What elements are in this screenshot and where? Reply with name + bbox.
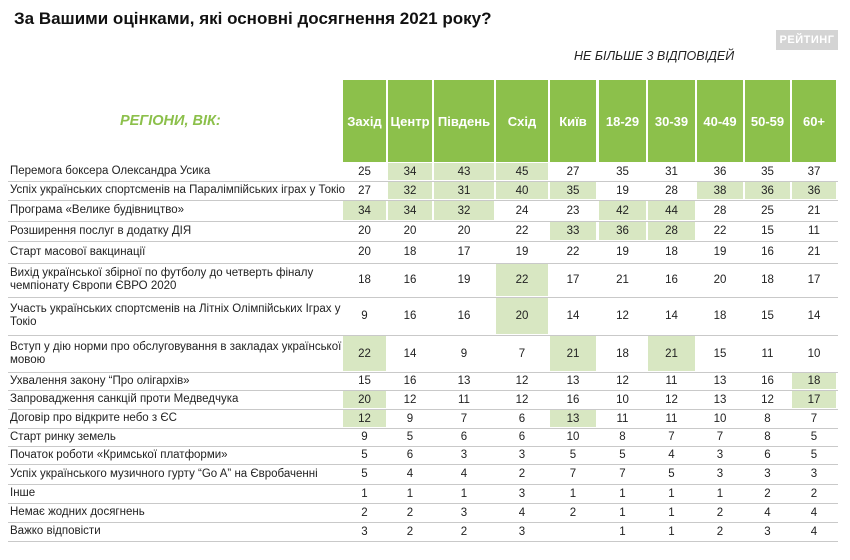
table-cell: 12 bbox=[665, 393, 678, 406]
table-cell: 4 bbox=[518, 506, 526, 519]
table-row bbox=[8, 200, 838, 222]
table-cell: 2 bbox=[810, 487, 818, 500]
table-cell: 23 bbox=[566, 204, 580, 217]
table-cell: 21 bbox=[648, 336, 695, 371]
table-row bbox=[8, 484, 838, 504]
table-cell: 14 bbox=[665, 310, 678, 322]
table-cell: 17 bbox=[457, 246, 471, 258]
table-cell: 12 bbox=[343, 410, 386, 427]
table-cell: 24 bbox=[515, 204, 529, 217]
row-label-line: мовою bbox=[10, 353, 46, 366]
table-cell: 20 bbox=[358, 246, 371, 258]
table-cell: 35 bbox=[616, 165, 629, 178]
row-label-line: Розширення послуг в додатку ДІЯ bbox=[10, 224, 192, 237]
table-cell: 16 bbox=[566, 393, 580, 406]
row-label-line: Інше bbox=[10, 487, 36, 499]
table-cell: 17 bbox=[807, 274, 821, 286]
table-cell: 5 bbox=[668, 468, 675, 480]
table-cell: 22 bbox=[713, 225, 727, 237]
table-cell: 6 bbox=[518, 431, 526, 443]
table-cell: 5 bbox=[406, 431, 414, 443]
table-cell: 21 bbox=[807, 204, 821, 217]
table-cell: 1 bbox=[668, 487, 675, 500]
table-cell: 28 bbox=[713, 204, 727, 217]
row-label-line: Запровадження санкцій проти Медведчука bbox=[10, 393, 239, 405]
table-cell: 4 bbox=[406, 468, 414, 480]
table-cell: 10 bbox=[566, 431, 580, 443]
table-cell: 6 bbox=[406, 449, 414, 461]
table-cell: 25 bbox=[761, 204, 774, 217]
table-cell: 18 bbox=[713, 310, 727, 322]
table-cell: 22 bbox=[496, 264, 548, 296]
table-row bbox=[8, 446, 838, 465]
table-cell: 10 bbox=[713, 412, 727, 425]
table-cell: 4 bbox=[460, 468, 468, 480]
table-cell: 35 bbox=[761, 165, 774, 178]
table-cell: 5 bbox=[619, 449, 626, 461]
table-cell: 20 bbox=[403, 225, 417, 237]
table-cell: 40 bbox=[496, 182, 548, 199]
table-cell: 12 bbox=[616, 310, 629, 322]
table-cell: 45 bbox=[496, 163, 548, 180]
table-cell: 19 bbox=[616, 184, 629, 197]
table-row bbox=[8, 241, 838, 264]
table-cell: 4 bbox=[810, 525, 818, 538]
answer-limit-note: НЕ БІЛЬШЕ 3 ВІДПОВІДЕЙ bbox=[574, 49, 735, 63]
table-cell: 7 bbox=[810, 412, 818, 425]
table-cell: 13 bbox=[713, 393, 727, 406]
table-cell: 11 bbox=[616, 412, 629, 425]
table-cell: 14 bbox=[566, 310, 580, 322]
table-row bbox=[8, 335, 838, 373]
table-cell: 20 bbox=[343, 391, 386, 408]
table-cell: 34 bbox=[388, 201, 432, 220]
table-cell: 32 bbox=[388, 182, 432, 199]
table-cell: 3 bbox=[460, 506, 468, 519]
table-row bbox=[8, 503, 838, 523]
table-cell: 3 bbox=[460, 449, 468, 461]
table-cell: 11 bbox=[665, 375, 678, 387]
table-cell: 7 bbox=[619, 468, 626, 480]
table-cell: 27 bbox=[566, 165, 580, 178]
row-label-line: Договір про відкрите небо з ЄС bbox=[10, 412, 177, 424]
column-header: Південь bbox=[434, 80, 494, 162]
table-cell: 17 bbox=[792, 391, 836, 408]
table-cell: 5 bbox=[569, 449, 577, 461]
table-cell: 1 bbox=[619, 487, 626, 500]
table-cell: 25 bbox=[358, 165, 371, 178]
row-label-line: Програма «Велике будівництво» bbox=[10, 204, 184, 216]
row-label-line: Старт ринку земель bbox=[10, 430, 116, 443]
table-cell: 15 bbox=[713, 347, 727, 360]
rating-logo: РЕЙТИНГ bbox=[776, 30, 838, 50]
table-cell: 1 bbox=[460, 487, 468, 500]
table-cell: 6 bbox=[460, 431, 468, 443]
row-label-line: Початок роботи «Кримської платформи» bbox=[10, 448, 228, 461]
table-cell: 18 bbox=[761, 274, 774, 286]
row-label-line: Вступ у дію норми про обслуговування в закладах української bbox=[10, 340, 342, 353]
table-cell: 16 bbox=[403, 310, 417, 322]
table-cell: 27 bbox=[358, 184, 371, 197]
row-label bbox=[10, 246, 145, 259]
table-cell: 43 bbox=[434, 163, 494, 180]
table-cell: 11 bbox=[665, 412, 678, 425]
table-cell: 42 bbox=[599, 201, 646, 220]
table-cell: 20 bbox=[496, 298, 548, 334]
table-cell: 13 bbox=[457, 375, 471, 387]
table-cell: 38 bbox=[697, 182, 743, 199]
row-label bbox=[10, 487, 35, 500]
column-header: 18-29 bbox=[599, 80, 646, 162]
row-label-line: Немає жодних досягнень bbox=[10, 506, 145, 518]
table-cell: 14 bbox=[807, 310, 821, 322]
table-cell: 1 bbox=[619, 525, 626, 538]
table-cell: 4 bbox=[668, 449, 675, 461]
table-cell: 1 bbox=[716, 487, 724, 500]
table-cell: 19 bbox=[515, 246, 529, 258]
table-cell: 36 bbox=[599, 222, 646, 240]
table-row bbox=[8, 390, 838, 410]
table-cell: 36 bbox=[713, 165, 727, 178]
table-cell: 2 bbox=[406, 525, 414, 538]
table-cell: 21 bbox=[616, 274, 629, 286]
table-row bbox=[8, 162, 838, 182]
table-cell: 3 bbox=[716, 449, 724, 461]
column-header: Київ bbox=[550, 80, 596, 162]
table-row bbox=[8, 297, 838, 336]
table-cell: 1 bbox=[406, 487, 414, 500]
table-cell: 15 bbox=[761, 310, 774, 322]
table-cell: 9 bbox=[361, 431, 368, 443]
table-cell: 3 bbox=[716, 468, 724, 480]
table-cell: 13 bbox=[550, 410, 596, 427]
row-label-line: Участь українських спортсменів на Літніх Олімпійських Іграх у bbox=[10, 303, 341, 315]
table-cell: 2 bbox=[716, 525, 724, 538]
table-row bbox=[8, 464, 838, 485]
column-header: Схід bbox=[496, 80, 548, 162]
table-cell: 33 bbox=[550, 222, 596, 240]
table-cell: 3 bbox=[518, 449, 526, 461]
row-label-line: Успіх українських спортсменів на Паралімпійських іграх у Токіо bbox=[10, 184, 346, 196]
table-cell: 19 bbox=[616, 246, 629, 258]
row-label bbox=[10, 449, 228, 462]
table-cell: 32 bbox=[434, 201, 494, 220]
row-label bbox=[10, 204, 184, 217]
table-cell: 12 bbox=[515, 375, 529, 387]
table-cell: 19 bbox=[713, 246, 727, 258]
column-header: 30-39 bbox=[648, 80, 695, 162]
column-header: 40-49 bbox=[697, 80, 743, 162]
table-cell: 2 bbox=[716, 506, 724, 519]
row-label bbox=[10, 393, 238, 406]
row-label-line: Вихід української збірної по футболу до четверть фіналу bbox=[10, 267, 314, 279]
table-cell: 17 bbox=[566, 274, 580, 286]
table-cell: 15 bbox=[761, 225, 774, 237]
table-cell: 3 bbox=[518, 525, 526, 538]
table-cell: 2 bbox=[460, 525, 468, 538]
table-cell: 1 bbox=[361, 487, 368, 500]
row-label-line: Перемога боксера Олександра Усика bbox=[10, 165, 211, 177]
table-cell: 7 bbox=[716, 431, 724, 443]
table-cell: 37 bbox=[807, 165, 821, 178]
row-label-line: чемпіонату Європи ЄВРО 2020 bbox=[10, 280, 177, 292]
column-header: 60+ bbox=[792, 80, 836, 162]
column-header: 50-59 bbox=[745, 80, 790, 162]
table-cell: 1 bbox=[569, 487, 577, 500]
table-cell: 8 bbox=[764, 412, 771, 425]
table-cell: 28 bbox=[648, 222, 695, 240]
table-cell: 18 bbox=[358, 274, 371, 286]
table-cell: 7 bbox=[518, 347, 526, 360]
region-age-label: РЕГІОНИ, ВІК: bbox=[120, 113, 221, 129]
table-cell: 9 bbox=[460, 347, 468, 360]
table-cell: 5 bbox=[361, 468, 368, 480]
table-cell: 34 bbox=[343, 201, 386, 220]
row-label bbox=[10, 184, 345, 197]
table-cell: 44 bbox=[648, 201, 695, 220]
table-cell: 11 bbox=[808, 225, 820, 237]
row-label bbox=[10, 225, 191, 238]
table-cell: 16 bbox=[761, 375, 774, 387]
table-cell: 5 bbox=[361, 449, 368, 461]
table-cell: 8 bbox=[619, 431, 626, 443]
table-cell: 36 bbox=[745, 182, 790, 199]
table-cell: 18 bbox=[665, 246, 678, 258]
row-label-line: Ухвалення закону “Про олігархів» bbox=[10, 374, 190, 387]
table-cell: 9 bbox=[361, 310, 368, 322]
table-cell: 28 bbox=[665, 184, 678, 197]
table-row bbox=[8, 263, 838, 298]
table-cell: 16 bbox=[403, 274, 417, 286]
table-cell: 15 bbox=[358, 375, 371, 387]
table-cell: 3 bbox=[810, 468, 818, 480]
table-cell: 18 bbox=[792, 373, 836, 389]
table-cell: 16 bbox=[761, 246, 774, 258]
table-cell: 20 bbox=[713, 274, 727, 286]
table-cell: 2 bbox=[406, 506, 414, 519]
table-cell: 2 bbox=[569, 506, 577, 519]
table-cell: 34 bbox=[388, 163, 432, 180]
table-cell: 12 bbox=[515, 393, 529, 406]
table-cell: 11 bbox=[458, 393, 470, 406]
row-label bbox=[10, 303, 340, 329]
table-cell: 7 bbox=[460, 412, 468, 425]
table-row bbox=[8, 409, 838, 429]
table-row bbox=[8, 428, 838, 447]
table-cell: 31 bbox=[434, 182, 494, 199]
row-label bbox=[10, 341, 341, 367]
table-cell: 18 bbox=[616, 347, 629, 360]
table-cell: 13 bbox=[566, 375, 580, 387]
table-cell: 16 bbox=[665, 274, 678, 286]
table-cell: 6 bbox=[764, 449, 771, 461]
row-label bbox=[10, 525, 101, 538]
row-label-line: Старт масової вакцинації bbox=[10, 245, 146, 258]
row-label bbox=[10, 375, 190, 388]
table-cell: 1 bbox=[668, 525, 675, 538]
table-cell: 35 bbox=[550, 182, 596, 199]
table-cell: 18 bbox=[403, 246, 417, 258]
table-cell: 5 bbox=[810, 449, 818, 461]
table-cell: 10 bbox=[616, 393, 629, 406]
table-cell: 2 bbox=[361, 506, 368, 519]
table-cell: 12 bbox=[403, 393, 417, 406]
table-cell: 4 bbox=[810, 506, 818, 519]
table-cell: 12 bbox=[616, 375, 629, 387]
row-label bbox=[10, 431, 116, 444]
table-cell: 3 bbox=[361, 525, 368, 538]
row-label bbox=[10, 412, 177, 425]
table-cell: 10 bbox=[807, 347, 821, 360]
table-cell: 12 bbox=[761, 393, 774, 406]
table-cell: 22 bbox=[343, 336, 386, 371]
table-cell: 8 bbox=[764, 431, 771, 443]
table-row bbox=[8, 181, 838, 201]
page-title: За Вашими оцінками, які основні досягнення 2021 року? bbox=[14, 9, 492, 28]
table-cell: 31 bbox=[665, 165, 678, 178]
table-cell: 7 bbox=[569, 468, 577, 480]
table-cell bbox=[550, 523, 596, 540]
table-cell: 19 bbox=[457, 274, 471, 286]
table-row bbox=[8, 221, 838, 242]
column-header: Центр bbox=[388, 80, 432, 162]
row-label-line: Токіо bbox=[10, 316, 37, 328]
table-cell: 22 bbox=[515, 225, 529, 237]
table-cell: 16 bbox=[457, 310, 471, 322]
table-cell: 7 bbox=[668, 431, 675, 443]
row-label-line: Успіх українського музичного гурту “Go A” на Євробаченні bbox=[10, 467, 318, 480]
row-label-line: Важко відповісти bbox=[10, 525, 101, 537]
row-label bbox=[10, 506, 145, 519]
table-cell: 3 bbox=[518, 487, 526, 500]
table-row bbox=[8, 522, 838, 542]
table-cell: 4 bbox=[764, 506, 771, 519]
table-cell: 9 bbox=[406, 412, 414, 425]
row-label bbox=[10, 468, 318, 481]
table-cell: 1 bbox=[668, 506, 675, 519]
table-cell: 36 bbox=[792, 182, 836, 199]
table-cell: 1 bbox=[619, 506, 626, 519]
table-cell: 2 bbox=[764, 487, 771, 500]
table-cell: 16 bbox=[403, 375, 417, 387]
table-cell: 3 bbox=[764, 468, 771, 480]
table-cell: 2 bbox=[518, 468, 526, 480]
table-cell: 22 bbox=[566, 246, 580, 258]
table-cell: 5 bbox=[810, 431, 818, 443]
table-cell: 14 bbox=[403, 347, 417, 360]
table-row bbox=[8, 372, 838, 391]
table-cell: 6 bbox=[518, 412, 526, 425]
table-cell: 11 bbox=[761, 347, 774, 360]
table-cell: 21 bbox=[807, 246, 821, 258]
row-label bbox=[10, 267, 313, 293]
column-header: Захід bbox=[343, 80, 386, 162]
table-cell: 21 bbox=[550, 336, 596, 371]
table-cell: 13 bbox=[713, 375, 727, 387]
table-cell: 20 bbox=[457, 225, 471, 237]
row-label bbox=[10, 165, 210, 178]
table-cell: 20 bbox=[358, 225, 371, 237]
table-cell: 3 bbox=[764, 525, 771, 538]
